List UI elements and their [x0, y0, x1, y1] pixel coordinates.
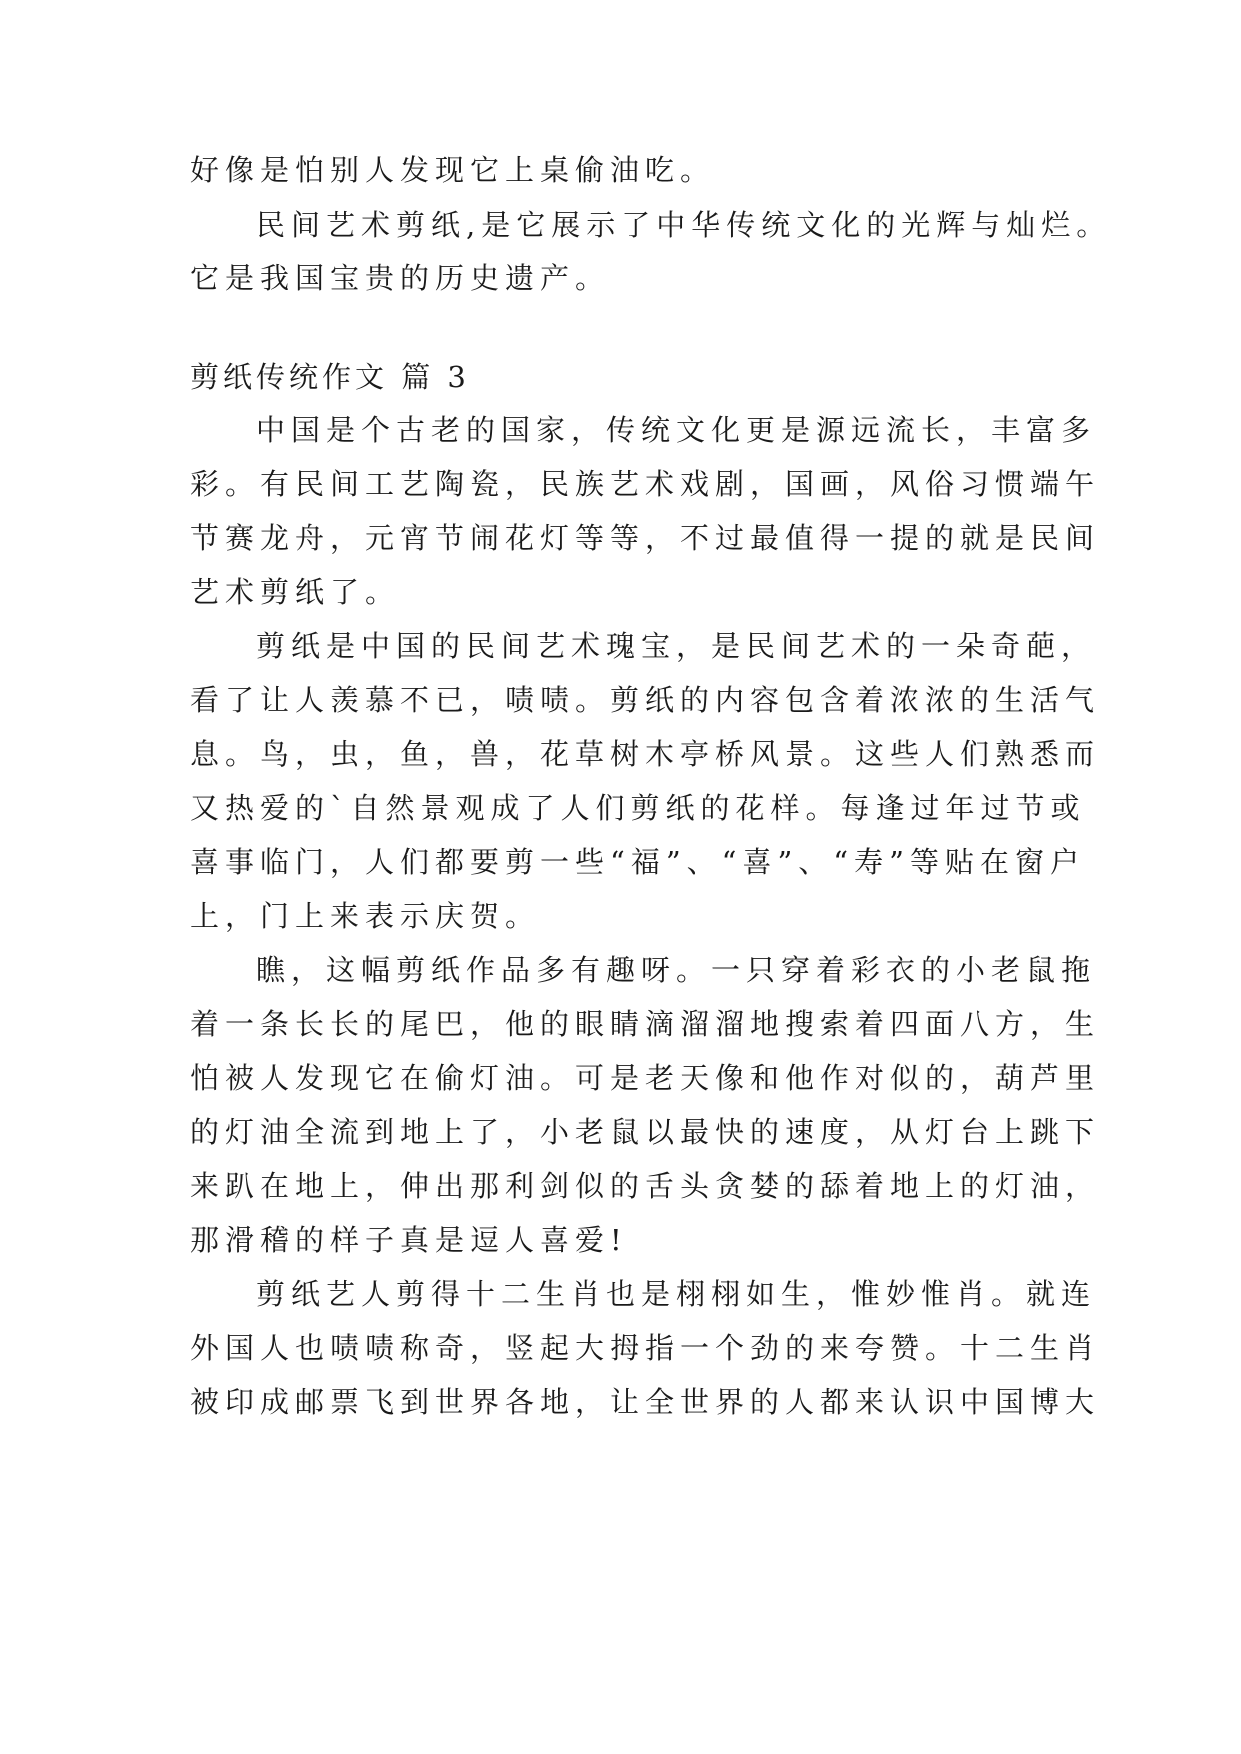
paragraph-line: 瞧，这幅剪纸作品多有趣呀。一只穿着彩衣的小老鼠拖 [256, 953, 1097, 987]
paragraph-line: 艺术剪纸了。 [190, 575, 401, 609]
paragraph-line: 节赛龙舟，元宵节闹花灯等等，不过最值得一提的就是民间 [190, 521, 1101, 555]
paragraph-line: 的灯油全流到地上了，小老鼠以最快的速度，从灯台上跳下 [190, 1115, 1101, 1149]
paragraph-line: 中国是个古老的国家，传统文化更是源远流长，丰富多 [256, 413, 1097, 447]
paragraph-line: 它是我国宝贵的历史遗产。 [190, 261, 611, 295]
paragraph-line: 剪纸艺人剪得十二生肖也是栩栩如生，惟妙惟肖。就连 [256, 1277, 1097, 1311]
paragraph-line: 又热爱的`自然景观成了人们剪纸的花样。每逢过年过节或 [190, 791, 1086, 825]
paragraph-line: 看了让人羡慕不已，啧啧。剪纸的内容包含着浓浓的生活气 [190, 683, 1101, 717]
paragraph-line: 彩。有民间工艺陶瓷，民族艺术戏剧，国画，风俗习惯端午 [190, 467, 1101, 501]
paragraph-line: 民间艺术剪纸,是它展示了中华传统文化的光辉与灿烂。 [256, 208, 1112, 242]
paragraph-line: 外国人也啧啧称奇，竖起大拇指一个劲的来夸赞。十二生肖 [190, 1331, 1101, 1365]
paragraph-line: 来趴在地上，伸出那利剑似的舌头贪婪的舔着地上的灯油， [190, 1169, 1101, 1203]
paragraph-line: 被印成邮票飞到世界各地，让全世界的人都来认识中国博大 [190, 1385, 1101, 1419]
paragraph-line: 上，门上来表示庆贺。 [190, 899, 541, 933]
paragraph-line: 剪纸是中国的民间艺术瑰宝，是民间艺术的一朵奇葩， [256, 629, 1097, 663]
paragraph-line: 怕被人发现它在偷灯油。可是老天像和他作对似的，葫芦里 [190, 1061, 1101, 1095]
paragraph-line: 喜事临门，人们都要剪一些“福”、“喜”、“寿”等贴在窗户 [190, 845, 1085, 879]
paragraph-line: 好像是怕别人发现它上桌偷油吃。 [190, 153, 716, 187]
section-heading: 剪纸传统作文 篇 3 [190, 360, 470, 394]
paragraph-line: 息。鸟，虫，鱼，兽，花草树木亭桥风景。这些人们熟悉而 [190, 737, 1101, 771]
paragraph-line: 着一条长长的尾巴，他的眼睛滴溜溜地搜索着四面八方，生 [190, 1007, 1101, 1041]
paragraph-line: 那滑稽的样子真是逗人喜爱! [190, 1223, 628, 1257]
